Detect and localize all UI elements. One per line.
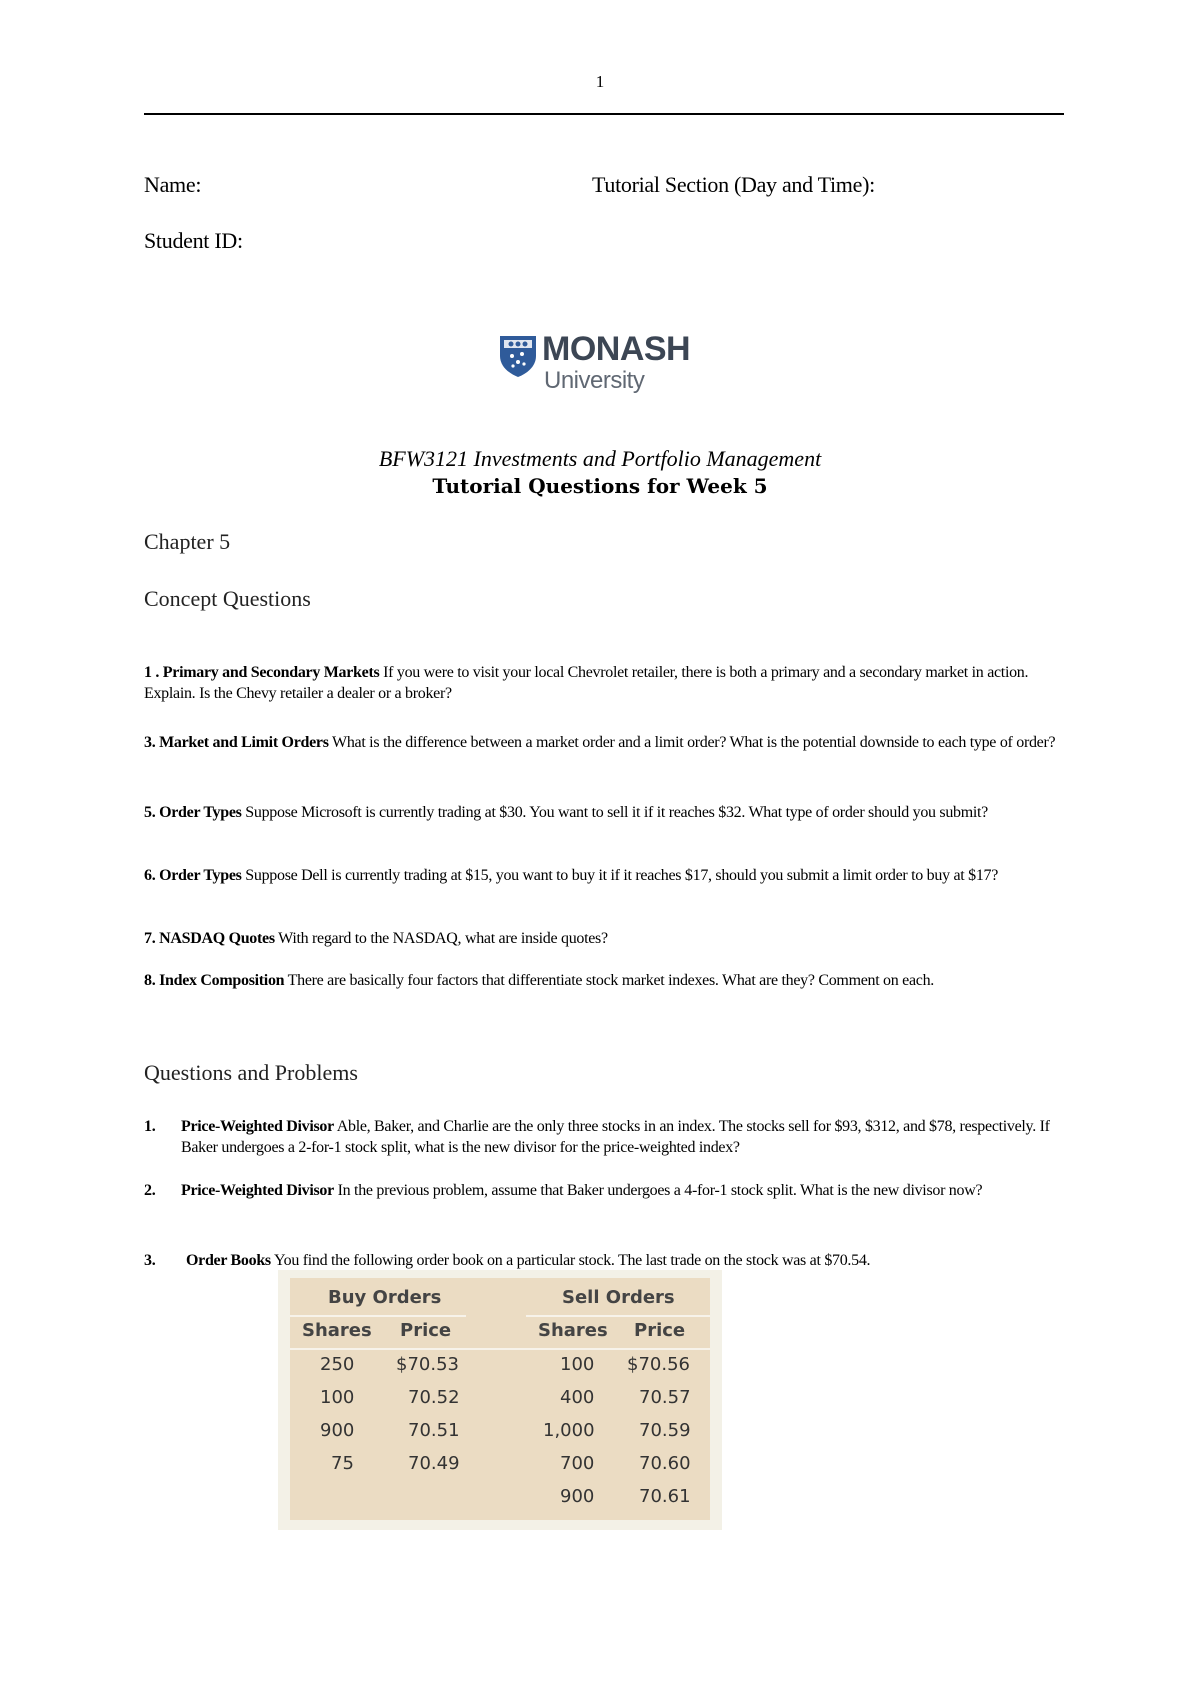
question-label: 3. Market and Limit Orders bbox=[144, 734, 329, 751]
buy-shares-cell: 250 bbox=[320, 1354, 355, 1375]
problem-number: 3. bbox=[144, 1252, 156, 1269]
header-rule bbox=[144, 113, 1064, 115]
chapter-heading: Chapter 5 bbox=[144, 529, 231, 554]
problem-item bbox=[144, 1250, 1064, 1271]
sell-price-cell: 70.59 bbox=[639, 1420, 691, 1441]
sell-shares-cell: 400 bbox=[560, 1387, 595, 1408]
concept-question bbox=[144, 928, 1064, 949]
buy-price-cell: 70.49 bbox=[408, 1453, 460, 1474]
question-text: Suppose Microsoft is currently trading at $30. You want to sell it if it reaches $32. What type of order should you submit? bbox=[241, 804, 988, 821]
question-label: 1 . Primary and Secondary Markets bbox=[144, 664, 380, 681]
sell-shares-cell: 1,000 bbox=[543, 1420, 595, 1441]
page-number: 1 bbox=[595, 72, 605, 91]
divider bbox=[290, 1348, 710, 1350]
problem-text: In the previous problem, assume that Baker undergoes a 4-for-1 stock split. What is the new divisor now? bbox=[333, 1182, 983, 1199]
concept-question bbox=[144, 662, 1064, 704]
buy-price-cell: 70.52 bbox=[408, 1387, 460, 1408]
sell-orders-title: Sell Orders bbox=[562, 1287, 675, 1308]
sell-shares-cell: 700 bbox=[560, 1453, 595, 1474]
problem-label: Price-Weighted Divisor bbox=[181, 1182, 334, 1199]
problem-label: Price-Weighted Divisor bbox=[181, 1118, 334, 1135]
logo-subtitle: University bbox=[544, 367, 645, 394]
question-label: 5. Order Types bbox=[144, 804, 242, 821]
question-text: With regard to the NASDAQ, what are inside quotes? bbox=[274, 930, 608, 947]
sell-price-cell: 70.57 bbox=[639, 1387, 691, 1408]
divider bbox=[290, 1315, 466, 1317]
concept-questions-heading: Concept Questions bbox=[144, 586, 311, 611]
question-text: If you were to visit your local Chevrolet retailer, there is both a primary and a secondary market in action. Explain. Is the Chevy retailer a dealer or a broker? bbox=[144, 664, 1029, 702]
concept-question bbox=[144, 732, 1064, 753]
problem-text: You find the following order book on a particular stock. The last trade on the stock was at $70.54. bbox=[270, 1252, 871, 1269]
buy-price-cell: $70.53 bbox=[396, 1354, 459, 1375]
column-header: Price bbox=[634, 1320, 686, 1341]
question-text: What is the difference between a market order and a limit order? What is the potential downside to each type of order? bbox=[328, 734, 1056, 751]
concept-question bbox=[144, 970, 1064, 991]
problem-label: Order Books bbox=[186, 1252, 271, 1269]
student-id-label: Student ID: bbox=[144, 228, 243, 253]
problem-number: 2. bbox=[144, 1182, 156, 1199]
problems-heading: Questions and Problems bbox=[144, 1060, 358, 1085]
problem-text: Able, Baker, and Charlie are the only three stocks in an index. The stocks sell for $93, $312, and $78, respectively. If Baker undergoes a 2-for-1 stock split, what is the new divisor for the price-weighted index? bbox=[181, 1118, 1050, 1156]
buy-shares-cell: 100 bbox=[320, 1387, 355, 1408]
question-text: Suppose Dell is currently trading at $15, you want to buy it if it reaches $17, should you submit a limit order to buy at $17? bbox=[241, 867, 999, 884]
concept-question bbox=[144, 802, 1064, 823]
column-header: Shares bbox=[538, 1320, 608, 1341]
course-title: BFW3121 Investments and Portfolio Management bbox=[378, 446, 822, 471]
crest-icon bbox=[498, 334, 538, 378]
problem-item bbox=[144, 1116, 1064, 1158]
buy-price-cell: 70.51 bbox=[408, 1420, 460, 1441]
monash-logo bbox=[498, 330, 718, 400]
sell-price-cell: 70.61 bbox=[639, 1486, 691, 1507]
divider bbox=[526, 1315, 710, 1317]
name-label: Name: bbox=[144, 172, 202, 197]
sell-shares-cell: 100 bbox=[560, 1354, 595, 1375]
problem-number: 1. bbox=[144, 1118, 156, 1135]
question-label: 6. Order Types bbox=[144, 867, 242, 884]
logo-wordmark: MONASH bbox=[542, 330, 691, 368]
buy-shares-cell: 900 bbox=[320, 1420, 355, 1441]
buy-shares-cell: 75 bbox=[331, 1453, 354, 1474]
question-label: 7. NASDAQ Quotes bbox=[144, 930, 275, 947]
question-label: 8. Index Composition bbox=[144, 972, 285, 989]
problem-item bbox=[144, 1180, 1064, 1201]
order-book-table bbox=[278, 1270, 722, 1530]
sell-price-cell: 70.60 bbox=[639, 1453, 691, 1474]
column-header: Shares bbox=[302, 1320, 372, 1341]
concept-question bbox=[144, 865, 1064, 886]
week-title: Tutorial Questions for Week 5 bbox=[432, 474, 768, 498]
column-header: Price bbox=[400, 1320, 452, 1341]
sell-price-cell: $70.56 bbox=[627, 1354, 690, 1375]
sell-shares-cell: 900 bbox=[560, 1486, 595, 1507]
question-text: There are basically four factors that differentiate stock market indexes. What are they? Comment on each. bbox=[284, 972, 934, 989]
buy-orders-title: Buy Orders bbox=[328, 1287, 442, 1308]
tutorial-section-label: Tutorial Section (Day and Time): bbox=[592, 172, 875, 197]
